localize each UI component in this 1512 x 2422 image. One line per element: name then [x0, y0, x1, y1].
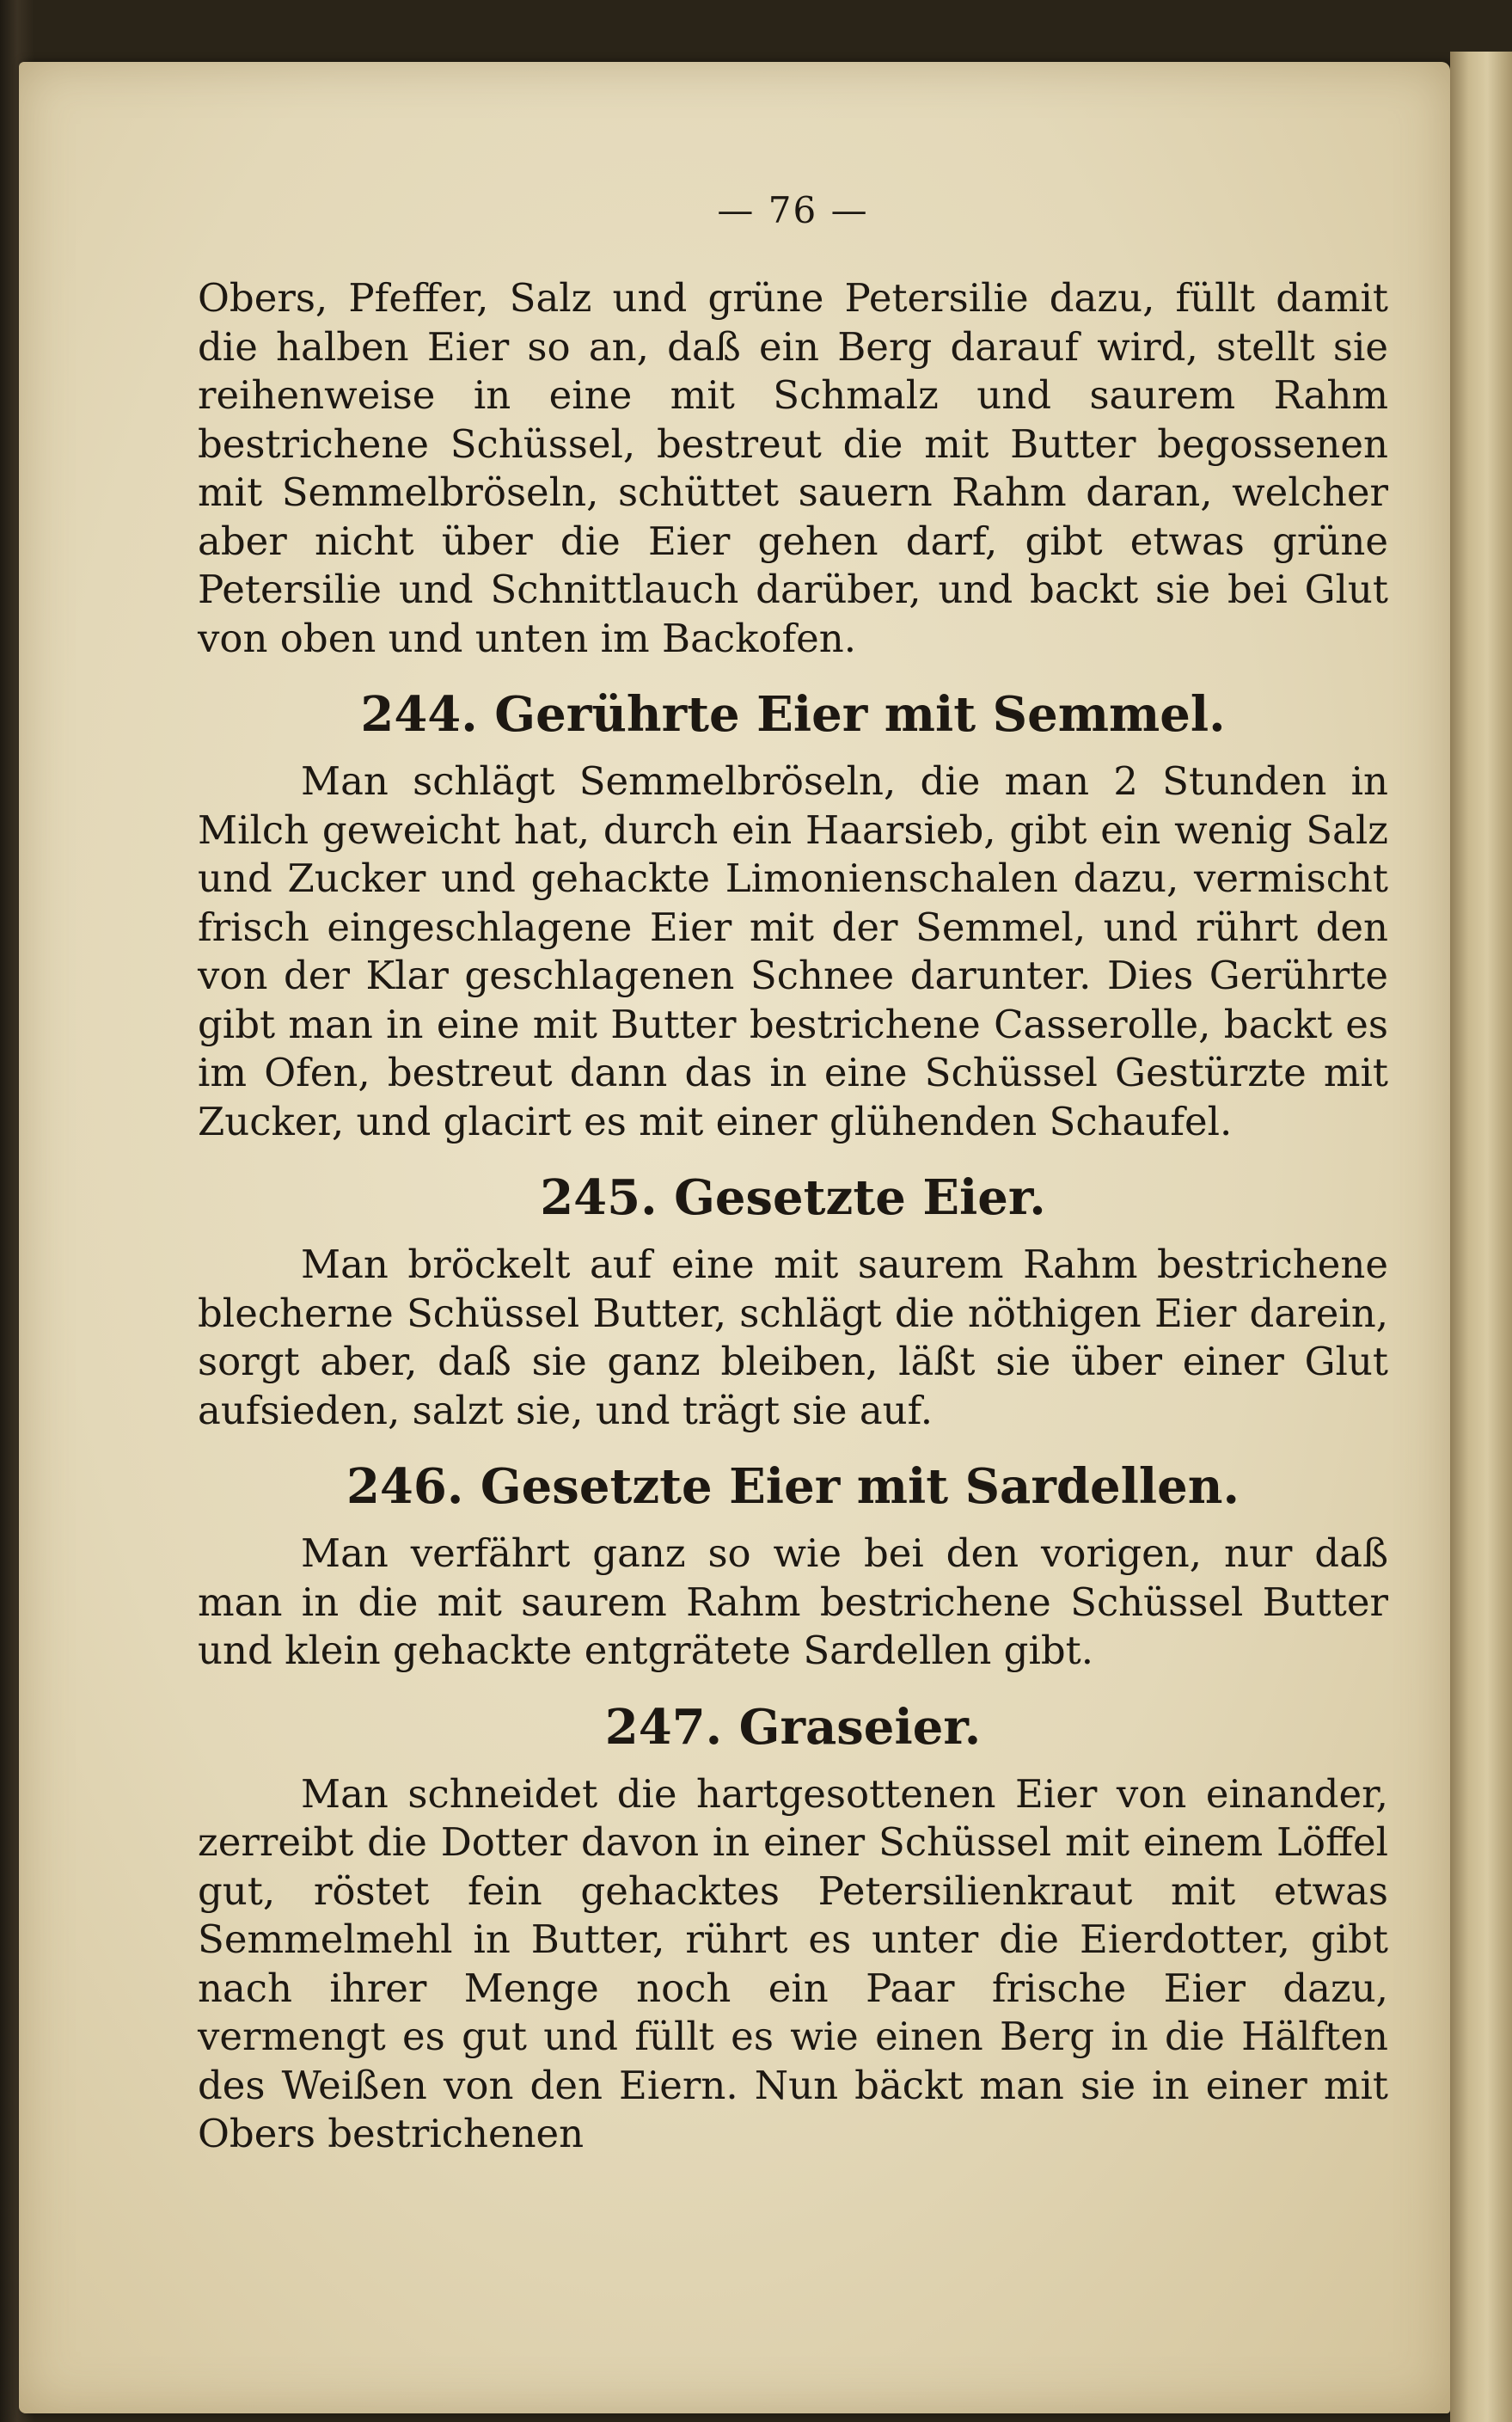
paragraph-continuation: Obers, Pfeffer, Salz und grüne Petersilie dazu, füllt damit die halben Eier so an, daß ein Berg darauf wird, stellt sie reihenweise in eine mit Schmalz und saurem Rahm bestrichene Schüssel, bestreut die mit Butter begossenen mit Semmelbröseln, schüttet sauern Rahm daran, welcher aber nicht über die Eier gehen darf, gibt etwas grüne Petersilie und Schnittlauch darüber, und backt sie bei Glut von oben und unten im Backofen. [198, 275, 1388, 661]
recipe-heading-247: 247. Graseier. [604, 1698, 982, 1756]
recipe-heading-244: 244. Gerührte Eier mit Semmel. [360, 686, 1226, 743]
paragraph-247: Man schneidet die hartgesottenen Eier von einander, zerreibt die Dotter davon in einer Schüssel mit einem Löffel gut, röstet fein gehacktes Petersilienkraut mit etwas Semmelmehl in Butter, rührt es unter die Eierdotter, gibt nach ihrer Menge noch ein Paar frische Eier dazu, vermengt es gut und füllt es wie einen Berg in die Hälften des Weißen von den Eiern. Nun bäckt man sie in einer mit Obers bestrichenen [198, 1770, 1388, 2156]
paragraph-246: Man verfährt ganz so wie bei den vorigen, nur daß man in die mit saurem Rahm bestrichene Schüssel Butter und klein gehackte entgrätete Sardellen gibt. [198, 1530, 1388, 1673]
paragraph-244: Man schlägt Semmelbröseln, die man 2 Stunden in Milch geweicht hat, durch ein Haarsieb, gibt ein wenig Salz und Zucker und gehackte Limonienschalen dazu, vermischt frisch eingeschlagene Eier mit der Semmel, und rührt den von der Klar geschlagenen Schnee darunter. Dies Gerührte gibt man in eine mit Butter bestrichene Casserolle, backt es im Ofen, bestreut dann das in eine Schüssel Gestürzte mit Zucker, und glacirt es mit einer glühenden Schaufel. [198, 758, 1388, 1144]
text-block [198, 189, 1388, 2159]
book-edge [1450, 52, 1512, 2422]
page-number: — 76 — [717, 189, 869, 231]
recipe-heading-246: 246. Gesetzte Eier mit Sardellen. [346, 1458, 1240, 1515]
recipe-heading-245: 245. Gesetzte Eier. [540, 1169, 1046, 1226]
paragraph-245: Man bröckelt auf eine mit saurem Rahm bestrichene blecherne Schüssel Butter, schlägt die nöthigen Eier darein, sorgt aber, daß sie ganz bleiben, läßt sie über einer Glut aufsieden, salzt sie, und trägt sie auf. [198, 1242, 1388, 1433]
